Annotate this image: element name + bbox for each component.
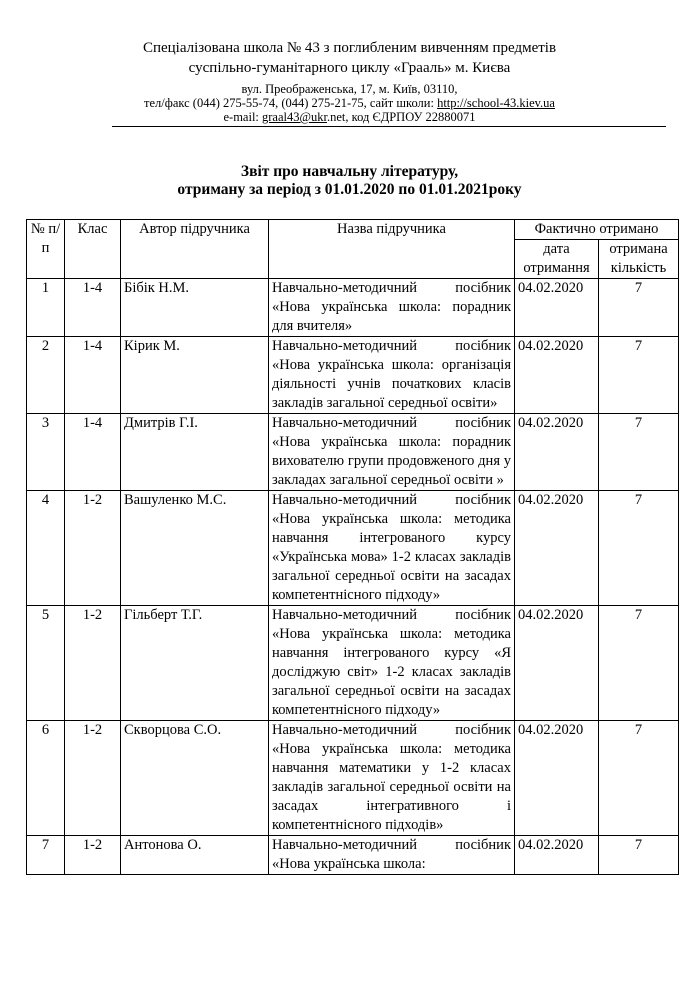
school-name-line2: суспільно-гуманітарного циклу «Грааль» м. Києва xyxy=(188,60,511,76)
row-qty: 7 xyxy=(599,414,679,491)
row-grade: 1-2 xyxy=(65,491,121,606)
phone-text: тел/факс (044) 275-55-74, (044) 275-21-75, сайт школи: xyxy=(144,96,438,110)
table-row xyxy=(27,836,679,875)
row-title: Навчально-методичний посібник «Нова українська школа: методика навчання інтегрованого курсу «Українська мова» 1-2 класах закладів загальної середньої освіти на засадах компетентнісного підходу» xyxy=(269,491,515,606)
header-num: № п/п xyxy=(27,220,65,279)
row-author: Антонова О. xyxy=(121,836,269,875)
table-row xyxy=(27,721,679,836)
row-author: Скворцова С.О. xyxy=(121,721,269,836)
row-grade: 1-4 xyxy=(65,414,121,491)
header-title: Назва підручника xyxy=(269,220,515,279)
literature-table xyxy=(26,219,679,875)
row-title: Навчально-методичний посібник «Нова українська школа: порадник вихователю групи продовженого дня у закладах загальної середньої освіти » xyxy=(269,414,515,491)
table-row xyxy=(27,606,679,721)
email-prefix: e-mail: xyxy=(223,110,263,124)
row-author: Вашуленко М.С. xyxy=(121,491,269,606)
row-title: Навчально-методичний посібник «Нова українська школа: порадник для вчителя» xyxy=(269,279,515,337)
row-qty: 7 xyxy=(599,721,679,836)
row-date: 04.02.2020 xyxy=(515,414,599,491)
row-author: Гільберт Т.Г. xyxy=(121,606,269,721)
row-grade: 1-2 xyxy=(65,606,121,721)
row-grade: 1-2 xyxy=(65,836,121,875)
header-grade: Клас xyxy=(65,220,121,279)
row-num: 5 xyxy=(27,606,65,721)
row-qty: 7 xyxy=(599,491,679,606)
row-num: 7 xyxy=(27,836,65,875)
row-num: 1 xyxy=(27,279,65,337)
row-grade: 1-4 xyxy=(65,279,121,337)
row-author: Дмитрів Г.І. xyxy=(121,414,269,491)
header-date: дата отримання xyxy=(515,240,599,279)
header-qty: отримана кількість xyxy=(599,240,679,279)
row-qty: 7 xyxy=(599,606,679,721)
table-row xyxy=(27,337,679,414)
row-date: 04.02.2020 xyxy=(515,606,599,721)
table-row xyxy=(27,491,679,606)
report-title-line2: отриману за період з 01.01.2020 по 01.01.2021року xyxy=(177,181,522,198)
row-title: Навчально-методичний посібник «Нова українська школа: xyxy=(269,836,515,875)
school-name-line1: Спеціалізована школа № 43 з поглибленим вивченням предметів xyxy=(142,40,557,56)
row-author: Бібік Н.М. xyxy=(121,279,269,337)
school-address: вул. Преображенська, 17, м. Київ, 03110, xyxy=(241,82,458,96)
website-link[interactable]: http://school-43.kiev.ua xyxy=(437,96,555,110)
row-qty: 7 xyxy=(599,836,679,875)
row-grade: 1-4 xyxy=(65,337,121,414)
email-link[interactable]: graal43@ukr xyxy=(262,110,327,124)
school-contacts xyxy=(0,96,699,111)
row-date: 04.02.2020 xyxy=(515,721,599,836)
row-num: 4 xyxy=(27,491,65,606)
row-qty: 7 xyxy=(599,279,679,337)
email-suffix: .net, код ЄДРПОУ 22880071 xyxy=(326,110,476,124)
table-row xyxy=(27,279,679,337)
row-grade: 1-2 xyxy=(65,721,121,836)
header-received: Фактично отримано xyxy=(515,220,679,240)
table-row xyxy=(27,414,679,491)
row-num: 6 xyxy=(27,721,65,836)
row-num: 2 xyxy=(27,337,65,414)
row-date: 04.02.2020 xyxy=(515,279,599,337)
row-title: Навчально-методичний посібник «Нова українська школа: організація діяльності учнів початкових класів закладів загальної середньої освіти» xyxy=(269,337,515,414)
school-email-line xyxy=(0,110,699,125)
row-qty: 7 xyxy=(599,337,679,414)
report-title-line1: Звіт про навчальну літературу, xyxy=(240,163,459,180)
row-date: 04.02.2020 xyxy=(515,836,599,875)
row-num: 3 xyxy=(27,414,65,491)
header-author: Автор підручника xyxy=(121,220,269,279)
header-divider xyxy=(112,126,666,127)
row-date: 04.02.2020 xyxy=(515,337,599,414)
row-author: Кірик М. xyxy=(121,337,269,414)
row-title: Навчально-методичний посібник «Нова українська школа: методика навчання інтегрованого курсу «Я досліджую світ» 1-2 класах закладів загальної середньої освіти на засадах компетентнісного підходу» xyxy=(269,606,515,721)
row-title: Навчально-методичний посібник «Нова українська школа: методика навчання математики у 1-2 класах закладів загальної середньої освіти на засадах інтегративного і компетентнісного підходів» xyxy=(269,721,515,836)
row-date: 04.02.2020 xyxy=(515,491,599,606)
